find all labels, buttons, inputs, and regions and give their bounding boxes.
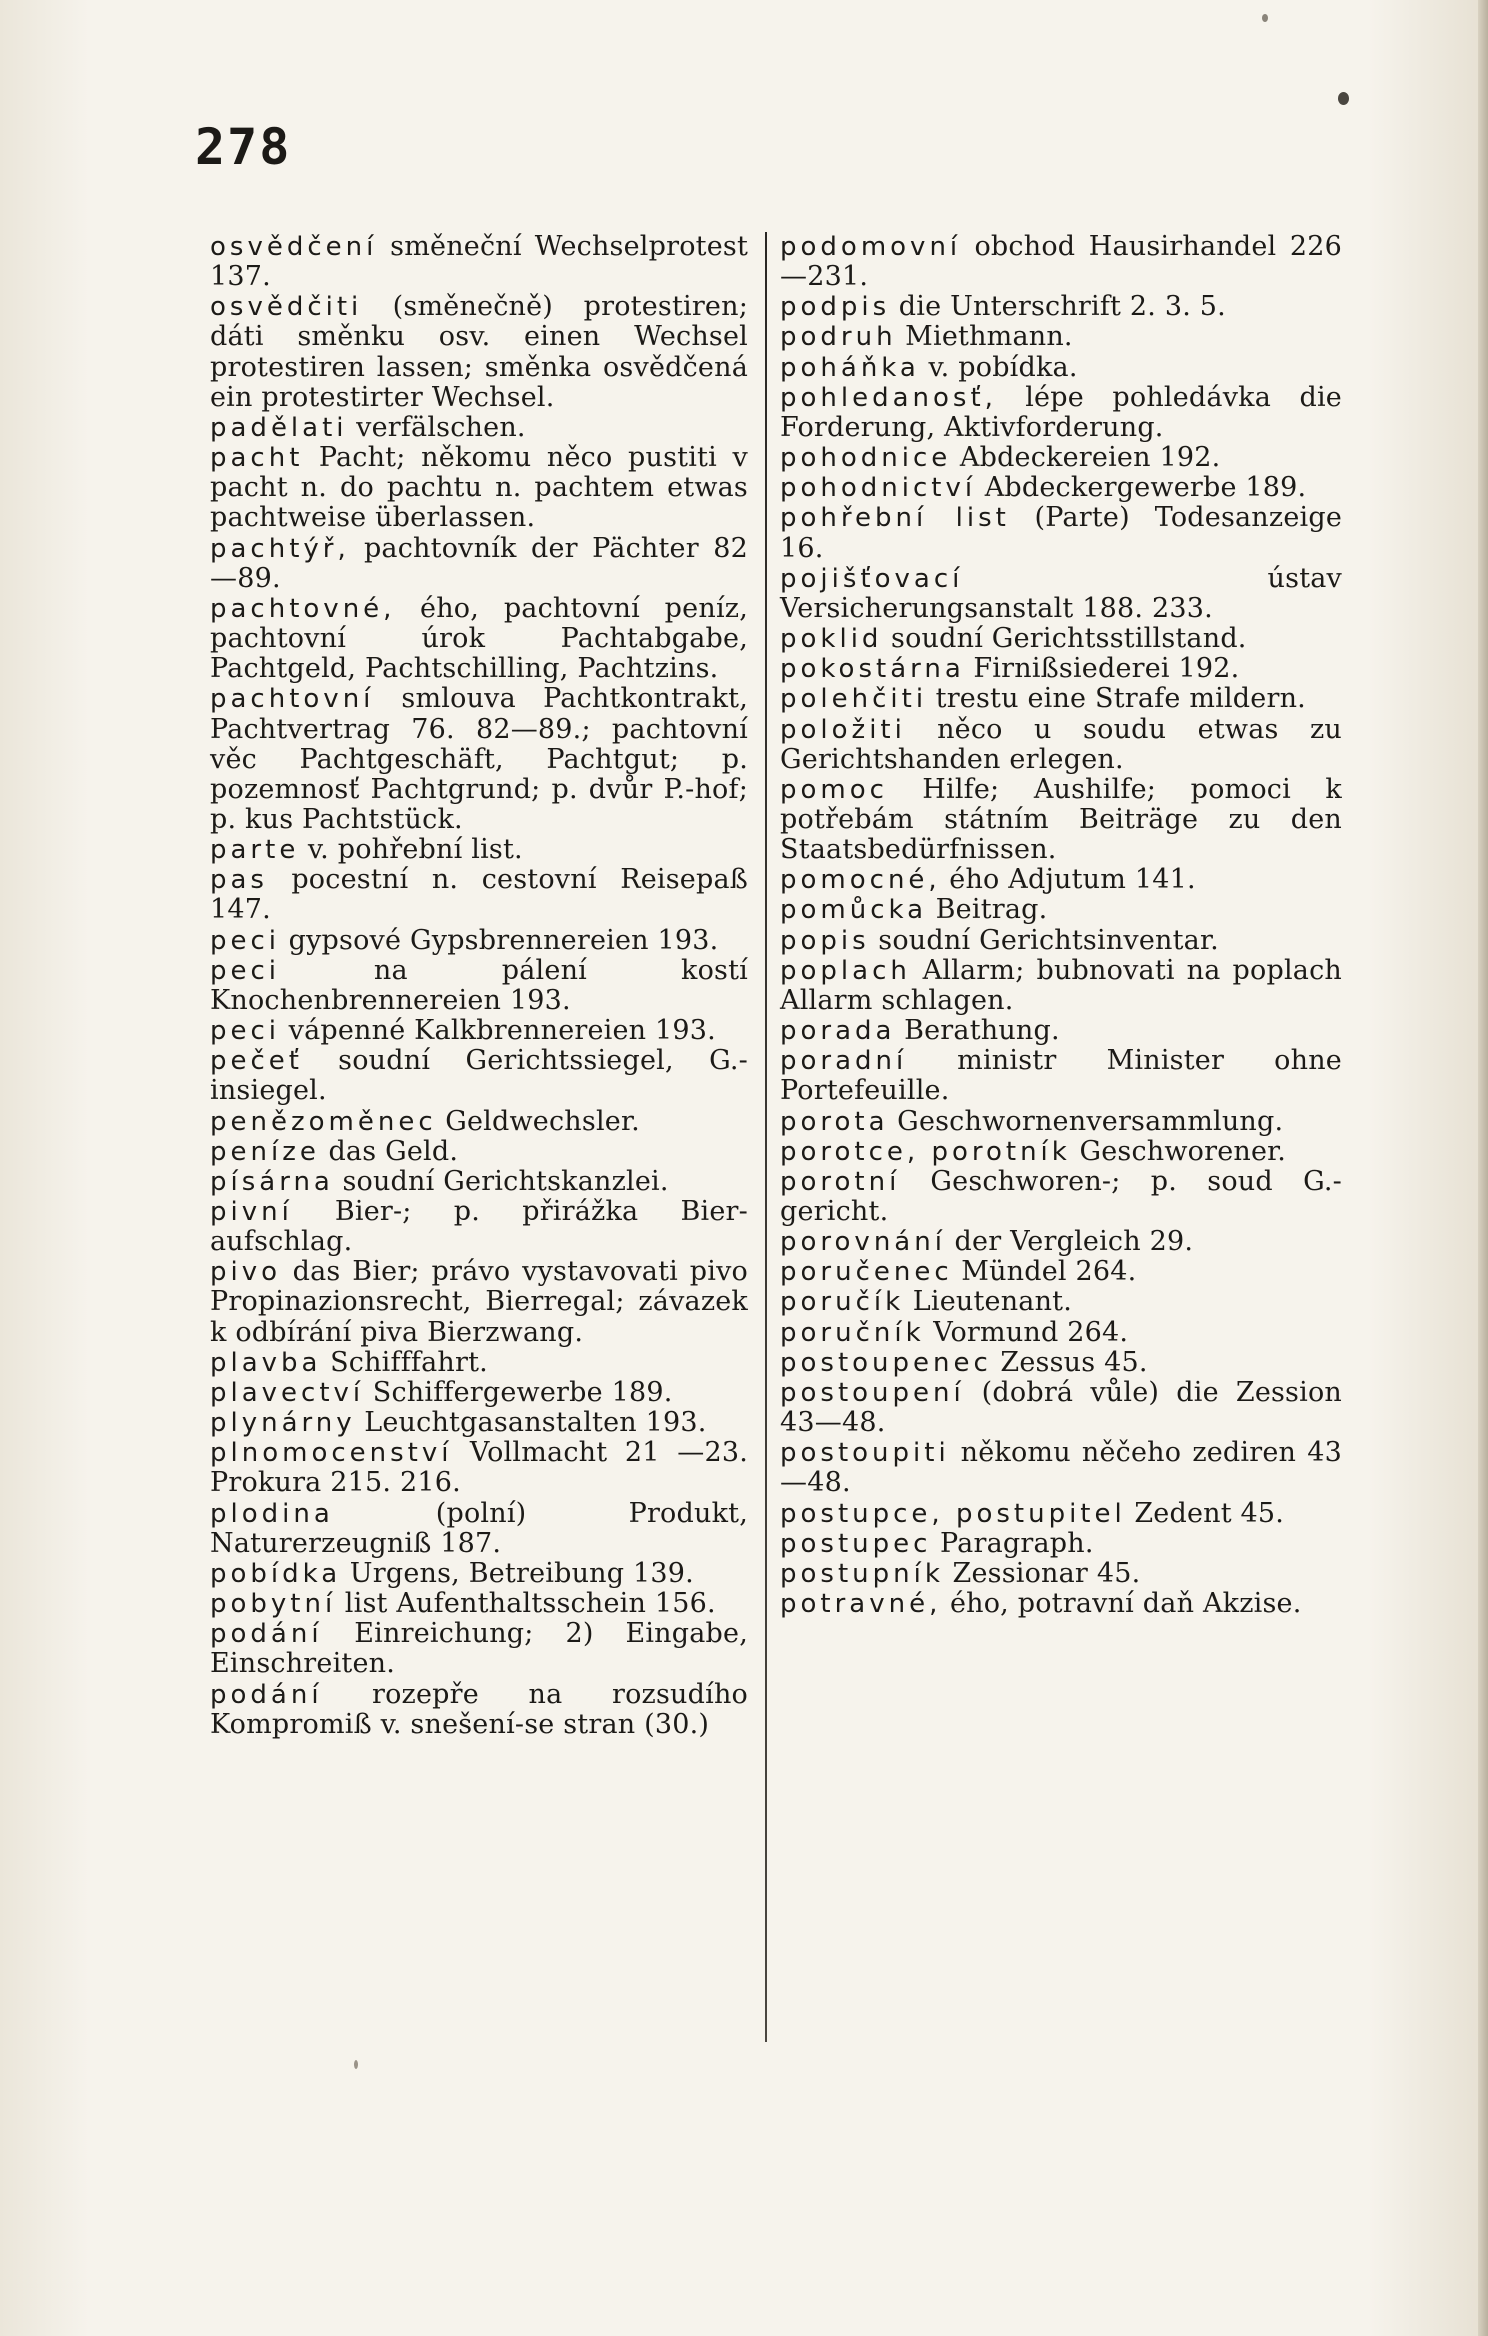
entry-definition: obchod Hausirhandel 226—231. — [780, 231, 1342, 293]
entry-definition: Bier-; p. přirážka Bier-aufschlag. — [210, 1196, 748, 1258]
entry-headword: peníze — [210, 1136, 320, 1167]
entry-headword: osvědčení — [210, 232, 378, 262]
dictionary-entry — [210, 1559, 748, 1589]
entry-definition: Abdeckergewerbe 189. — [984, 472, 1307, 504]
entry-definition: soudní Gerichtssiegel, G.-insiegel. — [210, 1045, 748, 1107]
entry-headword: poplach — [780, 955, 911, 986]
dictionary-entry — [780, 1589, 1342, 1619]
dictionary-entry — [210, 1619, 748, 1679]
entry-headword: položiti — [780, 714, 906, 745]
dictionary-entry — [210, 1499, 748, 1559]
entry-definition: Leuchtgasanstalten 193. — [364, 1407, 707, 1439]
entry-headword: pacht — [210, 443, 304, 474]
entry-definition: ministr Minister ohne Portefeuille. — [780, 1045, 1342, 1107]
entry-definition: Vollmacht 21 —23. Prokura 215. 216. — [210, 1437, 748, 1499]
dictionary-entry — [210, 865, 748, 925]
dictionary-entry — [780, 926, 1342, 956]
entry-definition: (Parte) Todesanzeige 16. — [780, 502, 1342, 564]
entry-definition: Schifffahrt. — [330, 1346, 488, 1378]
entry-headword: pomůcka — [780, 895, 928, 926]
entry-definition: ého, pachtovní peníz, pachtovní úrok Pachtabgabe, Pachtgeld, Pachtschilling, Pachtzins. — [210, 592, 748, 685]
dictionary-entry — [210, 1046, 748, 1106]
dictionary-entry — [210, 1107, 748, 1137]
dictionary-entry — [780, 1318, 1342, 1348]
dictionary-entry — [780, 1378, 1342, 1438]
entry-definition: pocestní n. cestovní Reisepaß 147. — [210, 864, 748, 926]
entry-headword: pohledanosť, — [780, 382, 997, 413]
entry-headword: peci — [210, 955, 281, 986]
entry-definition: směneční Wechselprotest 137. — [210, 231, 748, 293]
dictionary-entry — [210, 1378, 748, 1408]
entry-definition: (směnečně) protestiren; dáti směnku osv. einen Wechsel protestiren lassen; směnka osvědčená ein protestirter Wechsel. — [210, 291, 748, 413]
entry-headword: poručník — [780, 1317, 925, 1348]
entry-definition: soudní Gerichtsstillstand. — [891, 623, 1247, 655]
entry-definition: gypsové Gypsbrennereien 193. — [288, 924, 719, 956]
entry-headword: polehčiti — [780, 684, 928, 715]
entry-definition: Schiffergewerbe 189. — [372, 1376, 673, 1408]
entry-definition: Zessionar 45. — [952, 1557, 1141, 1589]
entry-headword: pohodnictví — [780, 473, 977, 504]
entry-headword: poklid — [780, 624, 883, 655]
entry-definition: rozepře na rozsudího Kompromiß v. snešení-se stran (30.) — [210, 1678, 748, 1740]
dictionary-entry — [780, 1257, 1342, 1287]
entry-headword: podruh — [780, 322, 897, 353]
ink-spot — [1338, 92, 1349, 105]
entry-headword: pachtovné, — [210, 593, 396, 624]
dictionary-entry — [780, 443, 1342, 473]
entry-headword: peci — [210, 925, 281, 956]
dictionary-entry — [210, 534, 748, 594]
left-column — [210, 232, 748, 1740]
entry-headword: pobytní — [210, 1589, 337, 1620]
entry-headword: plnomocenství — [210, 1438, 453, 1469]
dictionary-entry — [210, 1438, 748, 1498]
dictionary-entry — [780, 684, 1342, 714]
entry-headword: poradní — [780, 1046, 908, 1077]
entry-definition: Mündel 264. — [961, 1256, 1137, 1288]
dictionary-entry — [210, 1167, 748, 1197]
entry-headword: pomoc — [780, 774, 888, 805]
entry-definition: verfälschen. — [356, 411, 526, 443]
entry-definition: Allarm; bubnovati na poplach Allarm schlagen. — [780, 954, 1343, 1016]
dictionary-entry — [210, 1589, 748, 1619]
entry-definition: soudní Gerichtsinventar. — [878, 924, 1219, 956]
entry-definition: někomu něčeho zediren 43—48. — [780, 1437, 1342, 1499]
dictionary-entry — [780, 232, 1342, 292]
entry-headword: pokostárna — [780, 654, 965, 685]
dictionary-entry — [210, 1257, 748, 1347]
entry-definition: list Aufenthaltsschein 156. — [344, 1588, 716, 1620]
entry-headword: podání — [210, 1619, 323, 1650]
entry-headword: postupce, postupitel — [780, 1498, 1126, 1529]
entry-headword: postoupiti — [780, 1438, 950, 1469]
entry-headword: pivo — [210, 1257, 282, 1288]
dictionary-entry — [210, 413, 748, 443]
dictionary-entry — [210, 835, 748, 865]
dictionary-entry — [780, 473, 1342, 503]
dictionary-entry — [210, 443, 748, 533]
entry-headword: pohodnice — [780, 443, 952, 474]
right-column — [780, 232, 1342, 1619]
dictionary-entry — [210, 684, 748, 835]
dictionary-entry — [210, 594, 748, 684]
entry-headword: pivní — [210, 1197, 293, 1227]
entry-headword: penězoměnec — [210, 1106, 437, 1137]
dictionary-entry — [780, 624, 1342, 654]
dictionary-entry — [780, 895, 1342, 925]
dictionary-entry — [210, 232, 748, 292]
entry-headword: poručík — [780, 1287, 905, 1318]
dictionary-entry — [780, 865, 1342, 895]
entry-headword: postoupenec — [780, 1347, 992, 1378]
entry-headword: poháňka — [780, 352, 920, 383]
entry-definition: das Bier; právo vystavovati pivo Propinazionsrecht, Bierregal; závazek k odbírání piva Bierzwang. — [210, 1256, 748, 1348]
dictionary-entry — [780, 383, 1342, 443]
entry-definition: Beitrag. — [935, 894, 1048, 926]
entry-definition: Hilfe; Aushilfe; pomoci k potřebám státním Beiträge zu den Staatsbedürfnissen. — [780, 773, 1342, 866]
entry-headword: padělati — [210, 412, 348, 443]
entry-definition: (dobrá vůle) die Zession 43—48. — [780, 1376, 1342, 1439]
entry-headword: písárna — [210, 1166, 334, 1197]
dictionary-entry — [780, 1167, 1342, 1227]
entry-definition: Geschworen-; p. soud G.-gericht. — [780, 1165, 1342, 1227]
entry-definition: Einreichung; 2) Eingabe, Einschreiten. — [210, 1618, 748, 1680]
entry-headword: poručenec — [780, 1257, 953, 1288]
entry-definition: soudní Gerichtskanzlei. — [342, 1165, 669, 1197]
entry-definition: Firnißsiederei 192. — [973, 653, 1240, 685]
entry-definition: Abdeckereien 192. — [959, 442, 1221, 474]
entry-headword: porotce, porotník — [780, 1136, 1071, 1167]
entry-definition: v. pohřební list. — [307, 834, 523, 866]
dictionary-entry — [780, 322, 1342, 352]
dictionary-entry — [210, 1348, 748, 1378]
entry-definition: Urgens, Betreibung 139. — [349, 1557, 694, 1589]
dictionary-entry — [210, 1680, 748, 1740]
entry-headword: pas — [210, 865, 268, 896]
entry-definition: Geldwechsler. — [445, 1105, 640, 1137]
entry-headword: porada — [780, 1016, 896, 1047]
dictionary-entry — [780, 1287, 1342, 1317]
dictionary-entry — [780, 1107, 1342, 1137]
dictionary-entry — [210, 956, 748, 1016]
entry-headword: postoupení — [780, 1377, 965, 1408]
entry-headword: podomovní — [780, 232, 962, 262]
entry-definition: Zedent 45. — [1134, 1497, 1285, 1529]
entry-definition: der Vergleich 29. — [954, 1226, 1194, 1258]
entry-definition: das Geld. — [328, 1135, 459, 1167]
entry-headword: pečeť — [210, 1046, 303, 1077]
entry-headword: postupec — [780, 1528, 932, 1559]
entry-headword: pohřební list — [780, 503, 1010, 534]
entry-definition: Vormund 264. — [933, 1316, 1129, 1348]
dictionary-entry — [780, 715, 1342, 775]
entry-headword: porota — [780, 1106, 889, 1137]
entry-headword: porotní — [780, 1166, 901, 1197]
page-number: 278 — [195, 118, 292, 176]
entry-definition: trestu eine Strafe mildern. — [935, 683, 1306, 715]
dictionary-entry — [780, 1499, 1342, 1529]
dictionary-entry — [210, 292, 748, 413]
dictionary-entry — [780, 503, 1342, 563]
dictionary-entry — [780, 775, 1342, 865]
dictionary-entry — [780, 1348, 1342, 1378]
dictionary-entry — [210, 1137, 748, 1167]
entry-headword: pojišťovací — [780, 563, 964, 594]
entry-definition: na pálení kostí Knochenbrennereien 193. — [210, 954, 748, 1016]
entry-definition: lépe pohledávka die Forderung, Aktivforderung. — [780, 381, 1342, 443]
entry-headword: porovnání — [780, 1227, 946, 1258]
entry-definition: Geschwornenversammlung. — [897, 1105, 1284, 1137]
dictionary-entry — [780, 1529, 1342, 1559]
dictionary-entry — [210, 926, 748, 956]
dictionary-entry — [780, 1227, 1342, 1257]
entry-definition: Miethmann. — [905, 321, 1073, 353]
dictionary-entry — [780, 956, 1342, 1016]
entry-definition: ústav Versicherungsanstalt 188. 233. — [780, 562, 1342, 624]
entry-headword: podání — [210, 1679, 323, 1710]
entry-headword: pachtýř, — [210, 533, 350, 564]
dictionary-entry — [780, 1046, 1342, 1106]
dictionary-entry — [780, 564, 1342, 624]
entry-headword: plavectví — [210, 1377, 365, 1408]
ink-spot — [354, 2060, 358, 2069]
dictionary-entry — [210, 1016, 748, 1046]
entry-definition: (polní) Produkt, Naturerzeugniß 187. — [210, 1497, 748, 1559]
dictionary-entry — [780, 1016, 1342, 1046]
column-divider — [765, 232, 767, 2042]
entry-headword: postupník — [780, 1558, 944, 1589]
entry-definition: die Unterschrift 2. 3. 5. — [898, 291, 1226, 323]
ink-spot — [1262, 14, 1268, 22]
entry-headword: peci — [210, 1016, 281, 1047]
entry-headword: pachtovní — [210, 684, 375, 715]
entry-definition: Zessus 45. — [1000, 1346, 1148, 1378]
entry-definition: smlouva Pachtkontrakt, Pachtvertrag 76. 82—89.; pachtovní věc Pachtgeschäft, Pachtgut; p. pozemnosť Pachtgrund; p. dvůr P.-hof; p. kus Pachtstück. — [210, 683, 748, 835]
entry-headword: plynárny — [210, 1408, 356, 1439]
entry-definition: vápenné Kalkbrennereien 193. — [288, 1015, 716, 1047]
dictionary-entry — [210, 1408, 748, 1438]
dictionary-entry — [780, 353, 1342, 383]
entry-headword: popis — [780, 925, 870, 956]
dictionary-entry — [210, 1197, 748, 1257]
entry-definition: ého, potravní daň Akzise. — [949, 1588, 1302, 1620]
dictionary-entry — [780, 292, 1342, 322]
entry-definition: Lieutenant. — [912, 1286, 1073, 1318]
entry-definition: Pacht; někomu něco pustiti v pacht n. do pachtu n. pachtem etwas pachtweise überlassen. — [210, 442, 748, 534]
entry-definition: Berathung. — [904, 1015, 1060, 1047]
entry-definition: v. pobídka. — [928, 351, 1078, 383]
dictionary-entry — [780, 1438, 1342, 1498]
entry-headword: pobídka — [210, 1558, 342, 1589]
entry-definition: ého Adjutum 141. — [949, 864, 1196, 896]
entry-headword: plodina — [210, 1498, 334, 1529]
entry-headword: osvědčiti — [210, 292, 363, 323]
entry-definition: Paragraph. — [940, 1527, 1094, 1559]
dictionary-entry — [780, 654, 1342, 684]
entry-headword: parte — [210, 835, 300, 866]
dictionary-entry — [780, 1559, 1342, 1589]
entry-headword: pomocné, — [780, 865, 941, 896]
entry-definition: pachtovník der Pächter 82—89. — [210, 532, 748, 594]
entry-definition: Geschworener. — [1079, 1135, 1287, 1167]
entry-definition: něco u soudu etwas zu Gerichtshanden erlegen. — [780, 713, 1342, 775]
dictionary-entry — [780, 1137, 1342, 1167]
entry-headword: potravné, — [780, 1589, 942, 1620]
entry-headword: podpis — [780, 292, 891, 323]
page-edge — [1478, 0, 1488, 2336]
entry-headword: plavba — [210, 1347, 322, 1378]
